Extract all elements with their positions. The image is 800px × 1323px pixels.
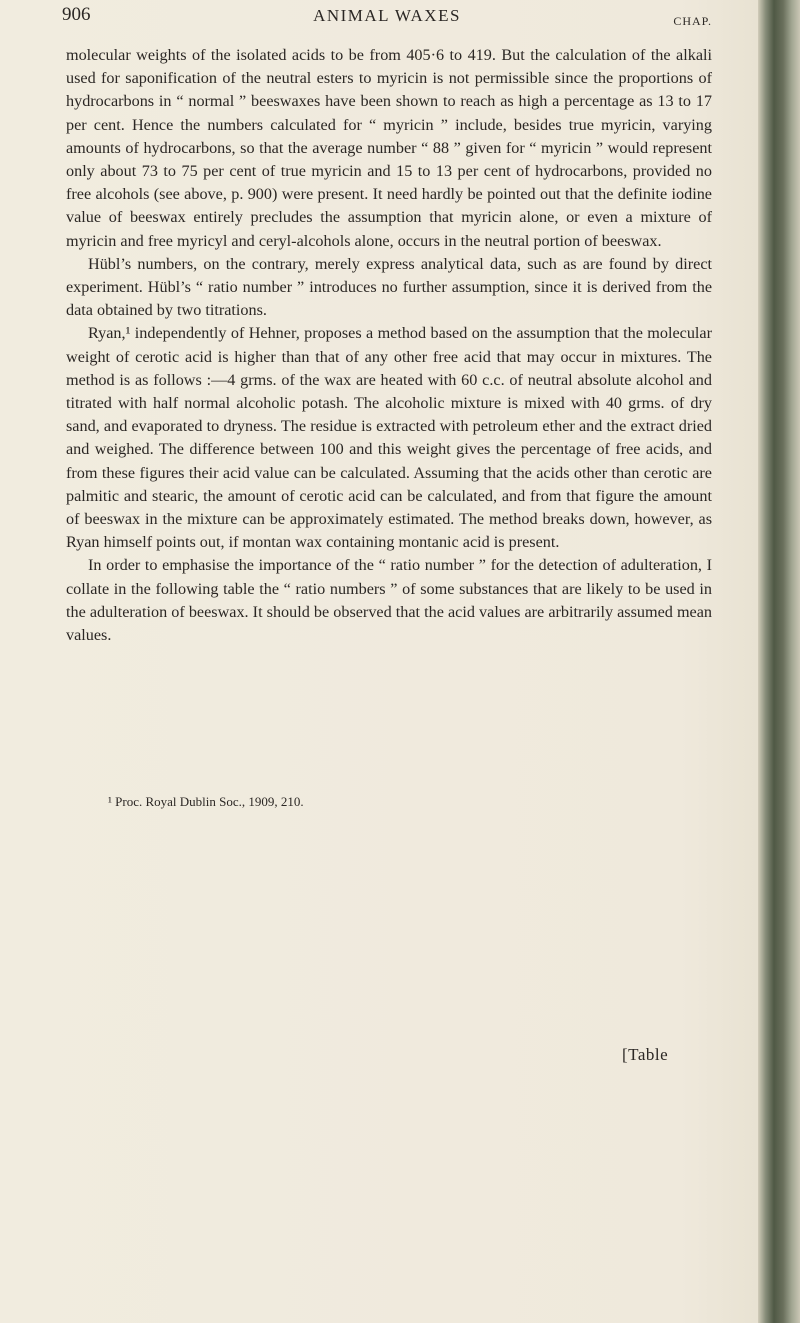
body-text [66,44,712,647]
footnote: ¹ Proc. Royal Dublin Soc., 1909, 210. [108,794,304,809]
running-header [62,4,712,28]
page-number: 906 [62,4,91,25]
catchword: [Table [622,1045,669,1064]
book-spine-gutter [758,0,800,1323]
chapter-label: CHAP. [673,14,712,28]
paragraph-2: Hübl’s numbers, on the contrary, merely express analytical data, such as are found by direct experiment. Hübl’s “ ratio number ” introduces no further assumption, since it is derived from the data obtained by two titrations. [66,254,712,320]
paragraph-4: In order to emphasise the importance of the “ ratio number ” for the detection of adulteration, I collate in the following table the “ ratio numbers ” of some substances that are likely to be used in the adulteration of beeswax. It should be observed that the acid values are arbitrarily assumed mean values. [66,556,712,645]
paragraph-3: Ryan,¹ independently of Hehner, proposes a method based on the assumption that the molecular weight of cerotic acid is higher than that of any other free acid that may occur in mixtures. The method is as follows :—4 grms. of the wax are heated with 60 c.c. of neutral absolute alcohol and titrated with half normal alcoholic potash. The alcoholic mixture is mixed with 40 grms. of dry sand, and evaporated to dryness. The residue is extracted with petroleum ether and the extract dried and weighed. The difference between 100 and this weight gives the percentage of free acids, and from these figures their acid value can be calculated. Assuming that the acids other than cerotic are palmitic and stearic, the amount of cerotic acid can be calculated, and from that figure the amount of beeswax in the mixture can be approximately estimated. The method breaks down, however, as Ryan himself points out, if montan wax containing montanic acid is present. [66,324,712,552]
paragraph-1: molecular weights of the isolated acids to be from 405·6 to 419. But the calculation of the alkali used for saponification of the neutral esters to myricin is not permissible since the proportions of hydrocarbons in “ normal ” beeswaxes have been shown to reach as high a percentage as 13 to 17 per cent. Hence the numbers calculated for “ myricin ” include, besides true myricin, varying amounts of hydrocarbons, so that the average number “ 88 ” given for “ myricin ” would represent only about 73 to 75 per cent of true myricin and 15 to 13 per cent of hydrocarbons, provided no free alcohols (see above, p. 900) were present. It need hardly be pointed out that the definite iodine value of beeswax entirely precludes the assumption that myricin alone, or even a mixture of myricin and free myricyl and ceryl-alcohols alone, occurs in the neutral portion of beeswax. [66,46,712,250]
running-title: ANIMAL WAXES [313,6,461,25]
